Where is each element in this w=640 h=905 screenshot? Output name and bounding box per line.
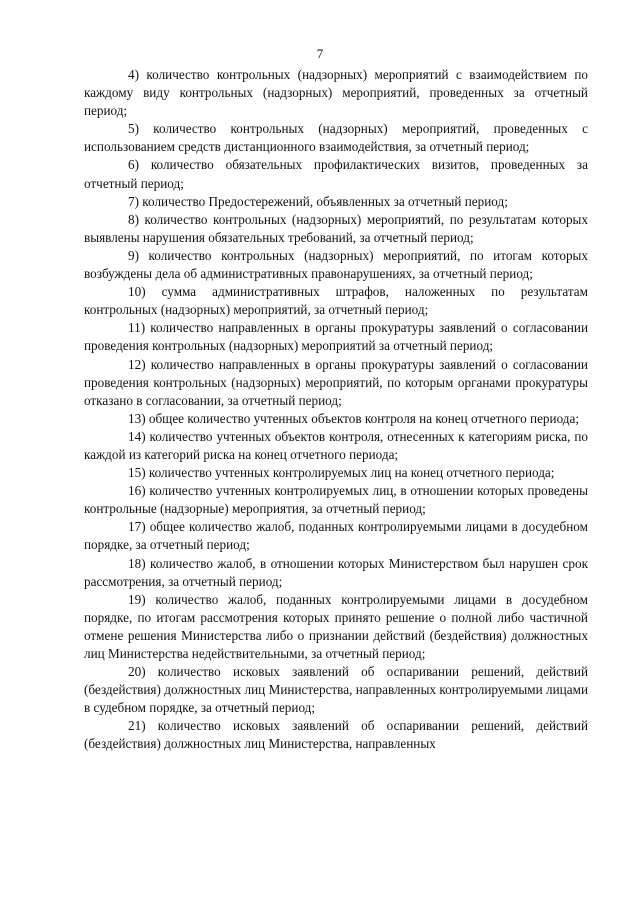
list-item-18: 18) количество жалоб, в отношении которых Министерством был нарушен срок рассмотрения, за отчетный период; [84,555,588,589]
list-item-19: 19) количество жалоб, поданных контролируемыми лицами в досудебном порядке, по итогам рассмотрения которых принято решение о полной либо частичной отмене решения Министерства либо о признании действий (бездействия) должностных лиц Министерства недействительными, за отчетный период; [84,591,588,661]
list-item-13: 13) общее количество учтенных объектов контроля на конец отчетного периода; [128,410,580,426]
list-item-16: 16) количество учтенных контролируемых лиц, в отношении которых проведены контрольные (надзорные) мероприятия, за отчетный период; [84,483,588,517]
list-item-10: 10) сумма административных штрафов, наложенных по результатам контрольных (надзорных) мероприятий, за отчетный период; [84,284,588,318]
list-item-7: 7) количество Предостережений, объявленных за отчетный период; [128,193,508,209]
list-item-5: 5) количество контрольных (надзорных) мероприятий, проведенных с использованием средств дистанционного взаимодействия, за отчетный период; [84,121,588,155]
list-item-20: 20) количество исковых заявлений об оспаривании решений, действий (бездействия) должностных лиц Министерства, направленных контролируемыми лицами в судебном порядке, за отчетный период; [84,664,588,716]
page-number: 7 [316,46,324,61]
list-item-6: 6) количество обязательных профилактических визитов, проведенных за отчетный период; [84,157,588,191]
list-item-8: 8) количество контрольных (надзорных) мероприятий, по результатам которых выявлены нарушения обязательных требований, за отчетный период; [84,211,588,245]
list-item-17: 17) общее количество жалоб, поданных контролируемыми лицами в досудебном порядке, за отчетный период; [84,519,588,553]
list-item-4: 4) количество контрольных (надзорных) мероприятий с взаимодействием по каждому виду контрольных (надзорных) мероприятий, проведенных за отчетный период; [84,67,588,119]
list-item-12: 12) количество направленных в органы прокуратуры заявлений о согласовании проведения контрольных (надзорных) мероприятий, по которым органами прокуратуры отказано в согласовании, за отчетный период; [84,356,588,408]
document-body [84,66,588,754]
list-item-15: 15) количество учтенных контролируемых лиц на конец отчетного периода; [128,465,555,481]
list-item-14: 14) количество учтенных объектов контроля, отнесенных к категориям риска, по каждой из категорий риска на конец отчетного периода; [84,428,588,462]
list-item-9: 9) количество контрольных (надзорных) мероприятий, по итогам которых возбуждены дела об административных правонарушениях, за отчетный период; [84,247,588,282]
list-item-21: 21) количество исковых заявлений об оспаривании решений, действий (бездействия) должностных лиц Министерства, направленных [84,718,588,752]
list-item-11: 11) количество направленных в органы прокуратуры заявлений о согласовании проведения контрольных (надзорных) мероприятий за отчетный период; [84,320,588,354]
